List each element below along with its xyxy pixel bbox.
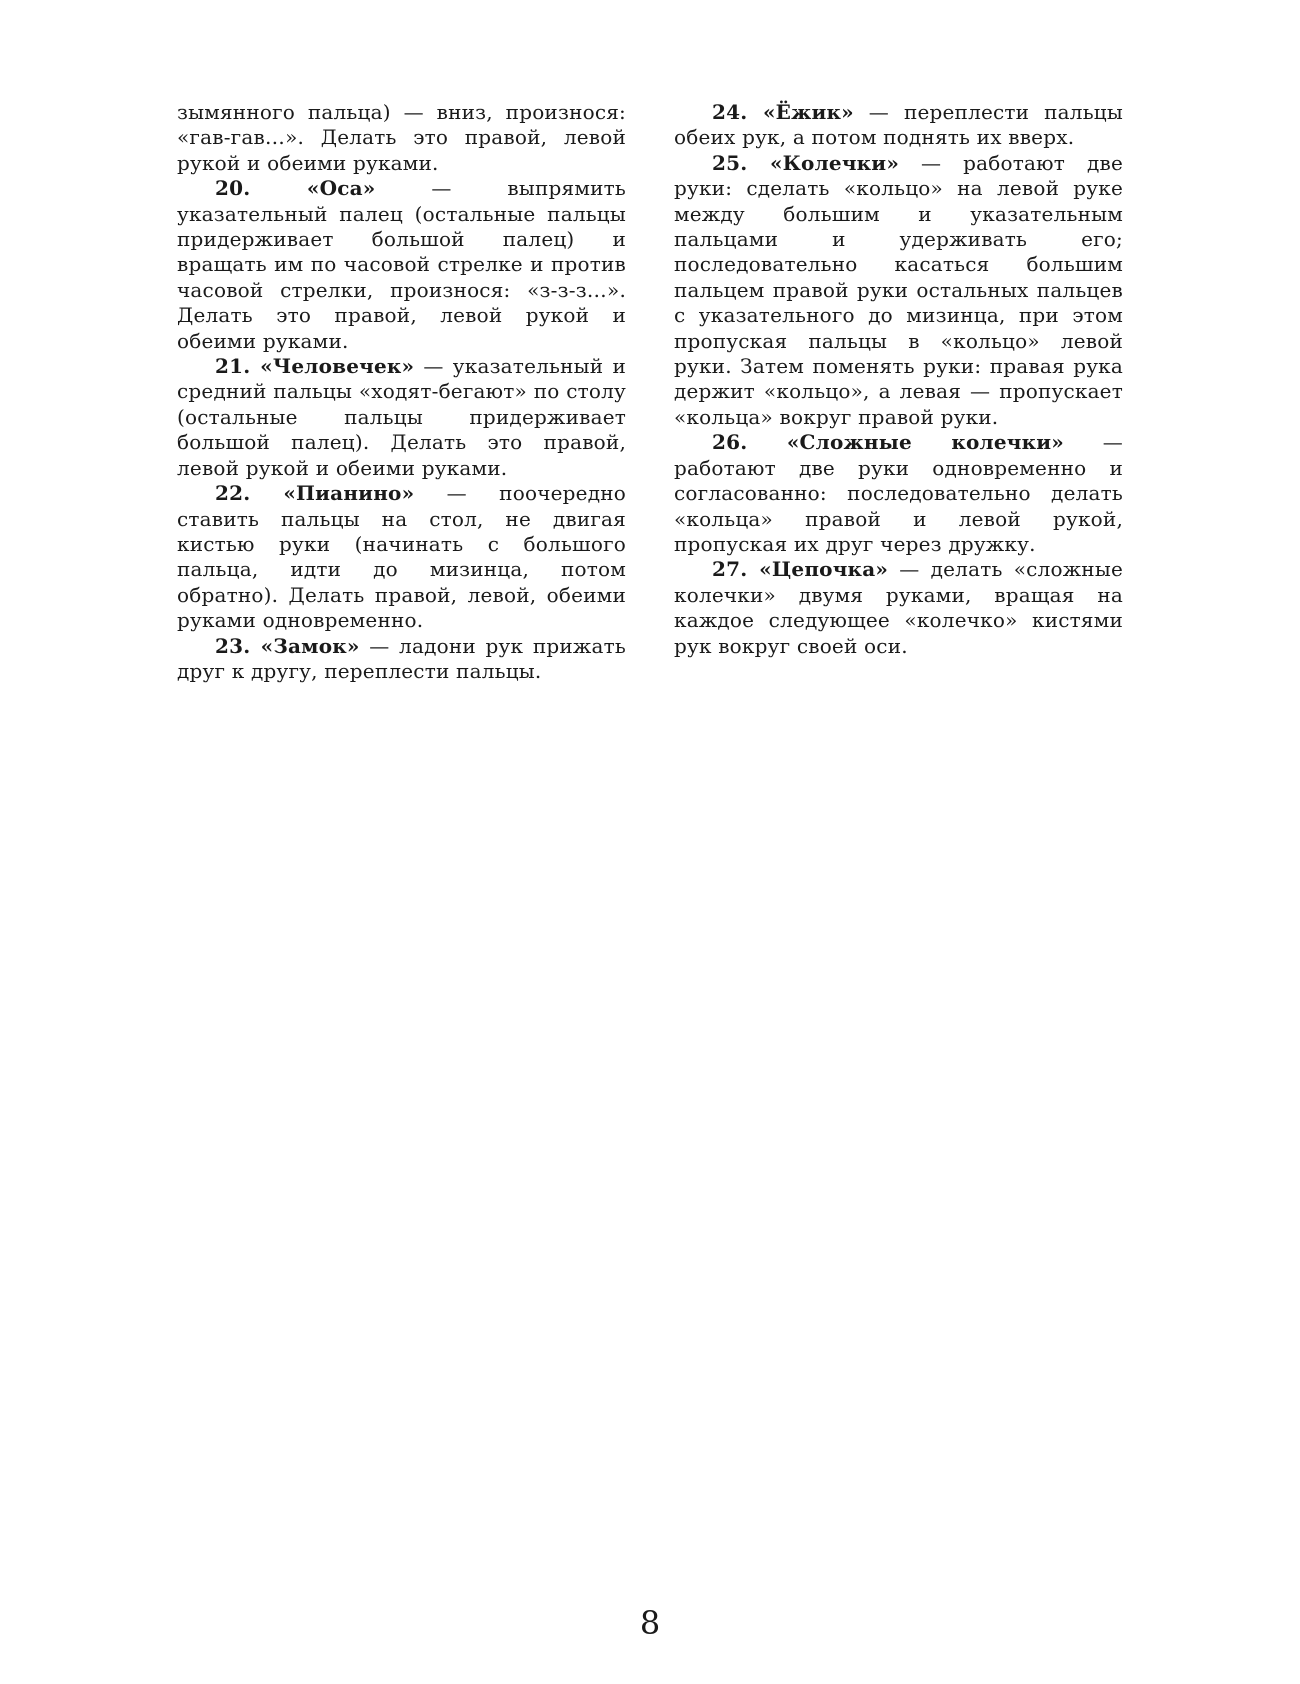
paragraph-continuation xyxy=(177,100,626,176)
exercise-title: 22. «Пианино» xyxy=(215,481,415,506)
exercise-24 xyxy=(674,100,1123,151)
right-column xyxy=(674,100,1123,659)
exercise-title: 20. «Оса» xyxy=(215,176,376,201)
exercise-title: 25. «Колечки» xyxy=(712,150,900,175)
exercise-text: — указательный и средний пальцы «ходят-бегают» по столу (остальные пальцы придерживает большой палец). Делать это правой, левой рукой и обеими руками. xyxy=(177,354,626,480)
exercise-title: 21. «Человечек» xyxy=(215,354,415,379)
exercise-25 xyxy=(674,151,1123,430)
exercise-title: 27. «Цепочка» xyxy=(712,557,889,582)
exercise-21 xyxy=(177,354,626,481)
exercise-23 xyxy=(177,634,626,685)
exercise-text: — переплести пальцы обеих рук, а потом поднять их вверх. xyxy=(674,100,1123,150)
exercise-22 xyxy=(177,481,626,633)
exercise-title: 26. «Сложные колечки» xyxy=(712,430,1064,455)
exercise-text: — ладони рук прижать друг к другу, переплести пальцы. xyxy=(177,633,626,683)
exercise-20 xyxy=(177,176,626,354)
exercise-27 xyxy=(674,557,1123,659)
exercise-title: 23. «Замок» xyxy=(215,633,360,658)
paragraph-text: зымянного пальца) — вниз, произнося: «гав-гав…». Делать это правой, левой рукой и обеими руками. xyxy=(177,100,626,175)
exercise-text: — работают две руки одновременно и согласованно: последовательно делать «кольца» правой и левой рукой, пропуская их друг через дружку. xyxy=(674,430,1123,556)
exercise-text: — поочередно ставить пальцы на стол, не двигая кистью руки (начинать с большого пальца, идти до мизинца, потом обратно). Делать правой, левой, обеими руками одновременно. xyxy=(177,481,626,633)
exercise-title: 24. «Ёжик» xyxy=(712,100,854,124)
left-column xyxy=(177,100,626,684)
exercise-text: — выпрямить указательный палец (остальные пальцы придерживает большой палец) и вращать им по часовой стрелке и против часовой стрелки, произнося: «з-з-з…». Делать это правой, левой рукой и обеими руками. xyxy=(177,176,626,353)
page-number: 8 xyxy=(639,1604,661,1642)
exercise-26 xyxy=(674,430,1123,557)
exercise-text: — работают две руки: сделать «кольцо» на левой руке между большим и указательным пальцами и удерживать его; последовательно касаться большим пальцем правой руки остальных пальцев с указательного до мизинца, при этом пропуская пальцы в «кольцо» левой руки. Затем поменять руки: правая рука держит «кольцо», а левая — пропускает «кольца» вокруг правой руки. xyxy=(674,150,1123,429)
exercise-text: — делать «сложные колечки» двумя руками, вращая на каждое следующее «колечко» кистями рук вокруг своей оси. xyxy=(674,557,1123,658)
